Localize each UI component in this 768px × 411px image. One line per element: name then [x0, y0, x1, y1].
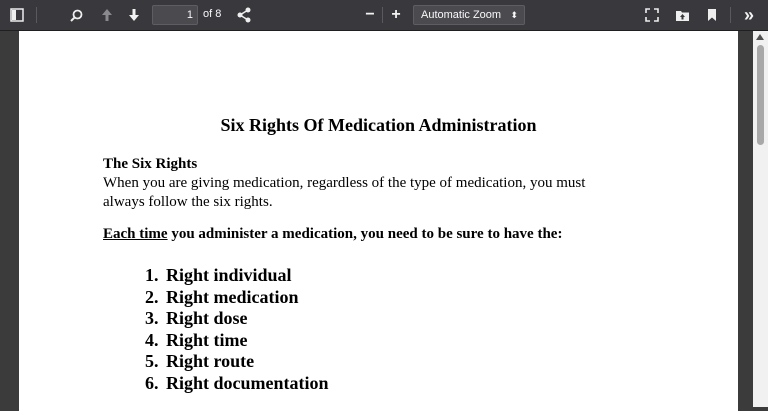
- rights-list: [145, 265, 329, 395]
- instruction-line: [103, 226, 562, 243]
- list-item: [145, 330, 329, 352]
- list-item-text: Right time: [166, 329, 248, 350]
- list-item-text: Right documentation: [166, 372, 329, 393]
- list-item: [145, 265, 329, 287]
- list-number: 1.: [145, 265, 159, 285]
- share-icon[interactable]: [235, 0, 253, 30]
- intro-paragraph: [103, 174, 663, 212]
- list-number: 5.: [145, 351, 159, 372]
- list-number: 4.: [145, 329, 159, 350]
- zoom-select-value: Automatic Zoom: [421, 9, 502, 21]
- list-item: [145, 308, 329, 330]
- vertical-scrollbar[interactable]: [753, 31, 768, 407]
- tools-icon[interactable]: »: [743, 4, 754, 25]
- next-page-icon[interactable]: [126, 0, 142, 30]
- list-item: [145, 287, 329, 309]
- list-item: [145, 351, 329, 373]
- list-number: 3.: [145, 308, 159, 329]
- page-number-input[interactable]: 1: [152, 5, 198, 25]
- toolbar-divider: [36, 7, 37, 23]
- list-item-text: Right individual: [166, 265, 292, 285]
- page-count-label: of 8: [203, 8, 222, 20]
- list-item-text: Right medication: [166, 286, 299, 307]
- chevron-down-icon: ⬍: [510, 10, 518, 20]
- sidebar-toggle-icon[interactable]: [4, 0, 30, 30]
- toolbar-divider: [730, 7, 731, 23]
- presentation-mode-icon[interactable]: [643, 0, 661, 30]
- toolbar-divider: [382, 7, 383, 23]
- document-title: Six Rights Of Medication Administration: [220, 115, 537, 135]
- list-item: [145, 373, 329, 395]
- list-item-text: Right route: [166, 351, 255, 372]
- zoom-in-button[interactable]: +: [391, 6, 401, 23]
- open-file-icon[interactable]: [672, 0, 692, 30]
- document-viewer: [0, 31, 768, 407]
- list-number: 6.: [145, 372, 159, 393]
- bookmark-icon[interactable]: [704, 0, 720, 30]
- each-time-emphasis: Each time: [103, 226, 168, 242]
- pdf-toolbar: [0, 0, 768, 31]
- scroll-up-arrow-icon[interactable]: [756, 34, 764, 40]
- paragraph-line: When you are giving medication, regardless of the type of medication, you must: [103, 175, 586, 191]
- instruction-text: you administer a medication, you need to be sure to have the:: [167, 226, 563, 242]
- list-number: 2.: [145, 286, 159, 307]
- scrollbar-thumb[interactable]: [757, 45, 764, 145]
- zoom-out-button[interactable]: −: [365, 6, 375, 23]
- previous-page-icon[interactable]: [99, 0, 115, 30]
- zoom-select[interactable]: [413, 5, 525, 25]
- paragraph-line: always follow the six rights.: [103, 194, 273, 210]
- search-icon[interactable]: [66, 0, 86, 30]
- pdf-page: [19, 31, 738, 411]
- list-item-text: Right dose: [166, 308, 248, 329]
- section-heading: The Six Rights: [103, 156, 198, 172]
